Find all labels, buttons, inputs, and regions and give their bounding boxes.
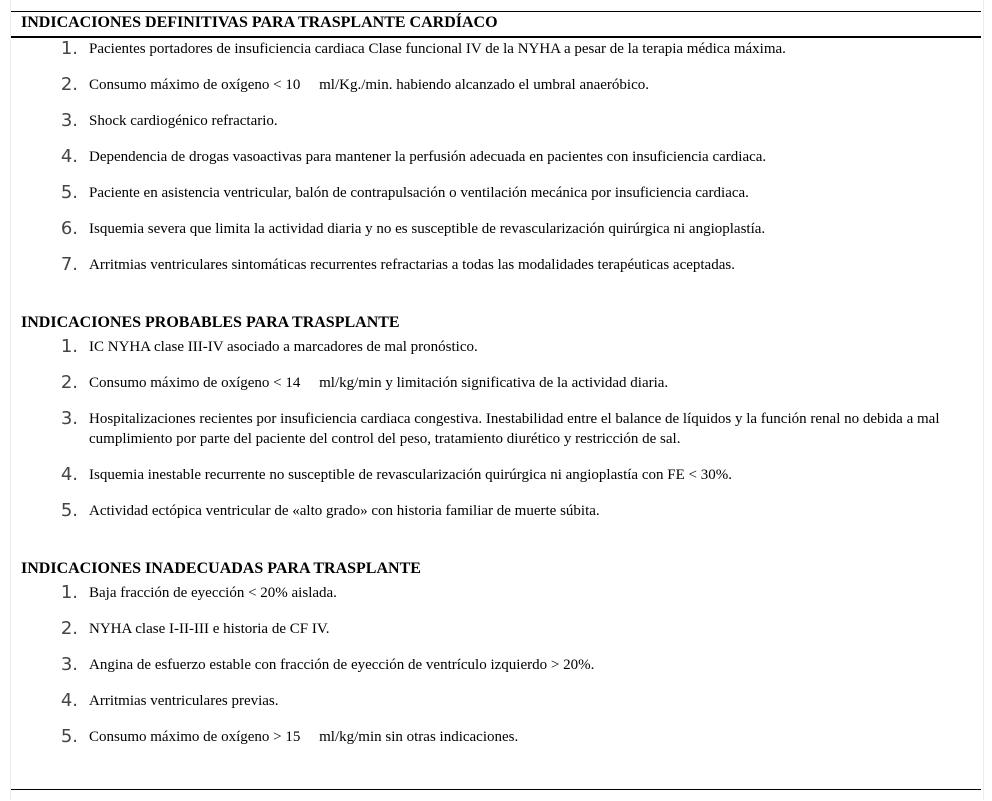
list-item-text: Arritmias ventriculares sintomáticas recurrentes refractarias a todas las modalidades terapéuticas aceptadas. — [89, 257, 735, 273]
list-item-text: Dependencia de drogas vasoactivas para mantener la perfusión adecuada en pacientes con insuficiencia cardiaca. — [89, 149, 767, 165]
list-item-text: Isquemia inestable recurrente no susceptible de revascularización quirúrgica ni angioplastía con FE < 30%. — [89, 467, 732, 483]
table-header-rule — [11, 36, 981, 38]
list-item-text: Arritmias ventriculares previas. — [89, 693, 279, 709]
list-item-number: 5. — [60, 500, 78, 521]
list-item-number: 5. — [60, 726, 78, 747]
list-item-text: Consumo máximo de oxígeno > 15 ml/kg/min sin otras indicaciones. — [89, 729, 519, 745]
section-heading-definitive: INDICACIONES DEFINITIVAS PARA TRASPLANTE CARDÍACO — [21, 14, 498, 31]
list-item-number: 1. — [60, 582, 78, 603]
list-item-text: Actividad ectópica ventricular de «alto grado» con historia familiar de muerte súbita. — [89, 503, 600, 519]
list-item-text: Angina de esfuerzo estable con fracción de eyección de ventrículo izquierdo > 20%. — [89, 657, 595, 673]
table-bottom-rule — [11, 789, 981, 790]
list-item-text: Baja fracción de eyección < 20% aislada. — [89, 585, 337, 601]
list-item-number: 2. — [60, 372, 78, 393]
section-heading-probable: INDICACIONES PROBABLES PARA TRASPLANTE — [21, 314, 400, 331]
list-item-number: 2. — [60, 618, 78, 639]
list-item-text: NYHA clase I-II-III e historia de CF IV. — [89, 621, 330, 637]
list-item-text: IC NYHA clase III-IV asociado a marcadores de mal pronóstico. — [89, 339, 478, 355]
list-item-text: Consumo máximo de oxígeno < 14 ml/kg/min y limitación significativa de la actividad diaria. — [89, 375, 669, 391]
list-item-text: Pacientes portadores de insuficiencia cardiaca Clase funcional IV de la NYHA a pesar de la terapia médica máxima. — [89, 41, 786, 57]
table-top-rule — [11, 11, 981, 12]
list-item-number: 4. — [60, 690, 78, 711]
list-item-text: Paciente en asistencia ventricular, balón de contrapulsación o ventilación mecánica por insuficiencia cardiaca. — [89, 185, 749, 201]
list-item-number: 7. — [60, 254, 78, 275]
list-item-text: Shock cardiogénico refractario. — [89, 113, 278, 129]
list-item-number: 4. — [60, 464, 78, 485]
list-item-text: Consumo máximo de oxígeno < 10 ml/Kg./min. habiendo alcanzado el umbral anaeróbico. — [89, 77, 649, 93]
list-item-number: 3. — [60, 654, 78, 675]
section-heading-inadequate: INDICACIONES INADECUADAS PARA TRASPLANTE — [21, 560, 421, 577]
list-item-number: 1. — [60, 336, 78, 357]
list-item-number: 4. — [60, 146, 78, 167]
list-item-number: 1. — [60, 38, 78, 59]
list-item-number: 5. — [60, 182, 78, 203]
list-item-number: 3. — [60, 408, 78, 429]
list-item-text: Hospitalizaciones recientes por insuficiencia cardiaca congestiva. Inestabilidad entre el balance de líquidos y la función renal no debida a mal cumplimiento por parte del paciente del control del peso, tratamiento diurético y restricción de sal. — [89, 411, 940, 447]
list-item-number: 6. — [60, 218, 78, 239]
list-item-number: 2. — [60, 74, 78, 95]
list-item-number: 3. — [60, 110, 78, 131]
list-item-text: Isquemia severa que limita la actividad diaria y no es susceptible de revascularización quirúrgica ni angioplastía. — [89, 221, 766, 237]
